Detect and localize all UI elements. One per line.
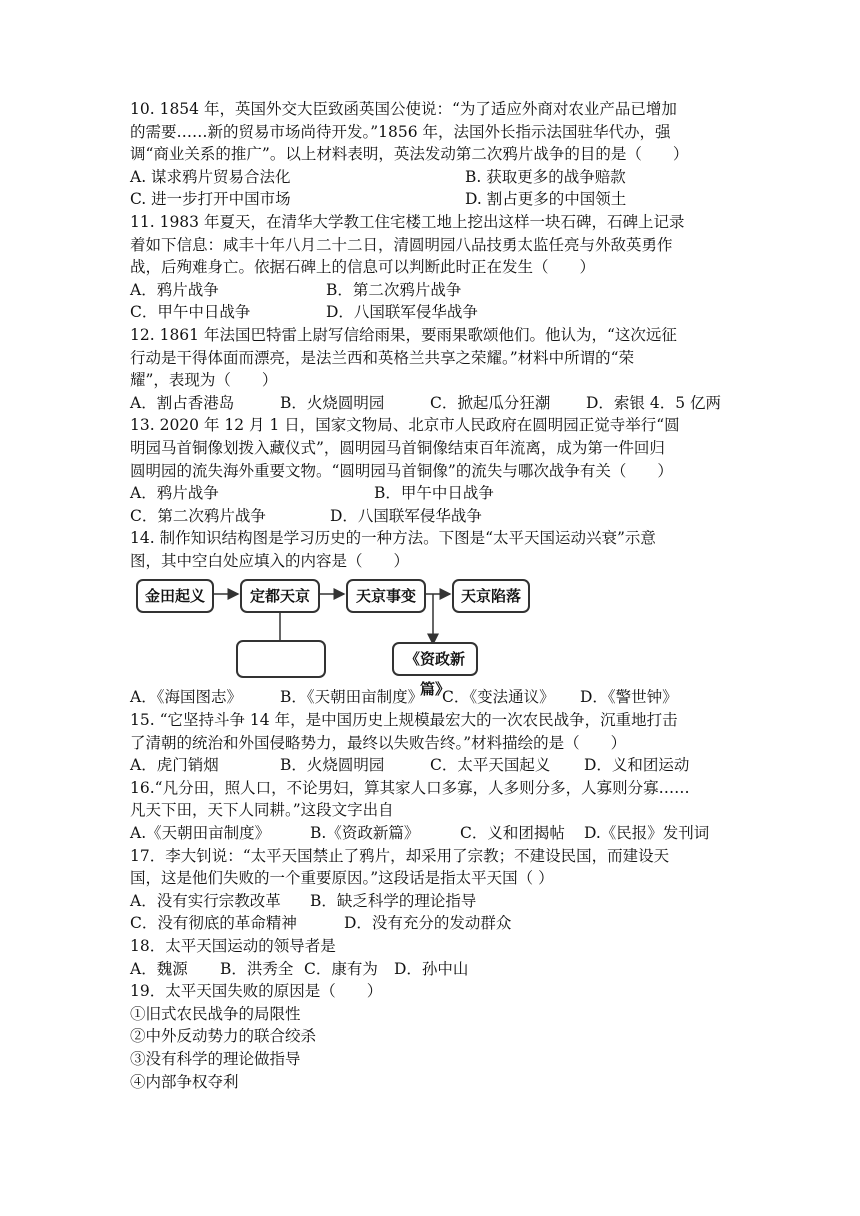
- question-11: [130, 211, 730, 324]
- reason-item: ①旧式农民战争的局限性: [130, 1004, 301, 1023]
- option-c: C．甲午中日战争: [130, 303, 251, 322]
- question-14: [130, 527, 730, 709]
- diagram-box-dingdu: 定都天京: [240, 579, 320, 613]
- reason-item: ③没有科学的理论做指导: [130, 1049, 301, 1068]
- option-d: D．义和团运动: [584, 756, 690, 775]
- option-b: B．第二次鸦片战争: [326, 280, 462, 299]
- option-row: [130, 822, 730, 845]
- question-text-line: 18．太平天国运动的领导者是: [130, 937, 336, 955]
- option-a: A．割占香港岛: [130, 393, 235, 412]
- question-18: [130, 935, 730, 980]
- option-row: [130, 301, 730, 324]
- question-text-line: 了清朝的统治和外国侵略势力，最终以失败告终。”材料描绘的是（ ）: [130, 733, 627, 752]
- question-12: [130, 324, 730, 414]
- option-row: [130, 505, 730, 528]
- option-d: D．索银 4．5 亿两: [586, 393, 722, 412]
- option-d: D．八国联军侵华战争: [330, 506, 482, 525]
- option-row: [130, 890, 730, 913]
- question-text-line: 15. “它坚持斗争 14 年，是中国历史上规模最宏大的一次农民战争，沉重地打击: [130, 711, 678, 730]
- question-text-line: 着如下信息：咸丰十年八月二十二日，清圆明园八品技勇太监任亮与外敌英勇作: [130, 235, 673, 254]
- option-a: A．鸦片战争: [130, 484, 219, 503]
- option-b: B．洪秀全: [220, 959, 294, 978]
- option-c: C．太平天国起义: [430, 756, 551, 775]
- question-10: [130, 98, 730, 211]
- question-text-line: 圆明园的流失海外重要文物。“圆明园马首铜像”的流失与哪次战争有关（ ）: [130, 461, 673, 480]
- option-a: A．没有实行宗教改革: [130, 891, 281, 910]
- question-13: [130, 414, 730, 527]
- question-15: [130, 709, 730, 777]
- option-b: B．火烧圆明园: [280, 393, 385, 412]
- option-c: C．义和团揭帖: [460, 824, 565, 843]
- option-a: A．《海国图志》: [130, 688, 242, 707]
- question-text-line: 14. 制作知识结构图是学习历史的一种方法。下图是“太平天国运动兴衰”示意: [130, 529, 656, 548]
- option-d: D．没有充分的发动群众: [344, 914, 512, 933]
- question-text-line: 12. 1861 年法国巴特雷上尉写信给雨果，要雨果歌颂他们。他认为，“这次远征: [130, 325, 677, 344]
- option-d: D. 割占更多的中国领土: [465, 190, 627, 209]
- option-row: [130, 392, 730, 415]
- option-d: D．《警世钟》: [580, 688, 678, 707]
- option-c: C．没有彻底的革命精神: [130, 914, 297, 933]
- question-text-line: 行动是干得体面而漂亮，是法兰西和英格兰共享之荣耀。”材料中所谓的“荣: [130, 348, 635, 367]
- diagram-box-shibian: 天京事变: [346, 579, 426, 613]
- question-text-line: 16.“凡分田，照人口，不论男妇，算其家人口多寡，人多则分多，人寡则分寡……: [130, 778, 690, 797]
- option-a: A.《天朝田亩制度》: [130, 824, 271, 843]
- option-d: D.《民报》发刊词: [584, 824, 710, 843]
- question-text-line: 图，其中空白处应填入的内容是（ ）: [130, 551, 410, 570]
- option-row: [130, 166, 730, 189]
- reason-item: ④内部争权夺利: [130, 1072, 239, 1091]
- option-row: [130, 482, 730, 505]
- question-17: [130, 845, 730, 935]
- option-c: C．康有为: [304, 959, 378, 978]
- question-text-line: 11. 1983 年夏天，在清华大学教工住宅楼工地上挖出这样一块石碑，石碑上记录: [130, 212, 685, 231]
- question-text-line: 的需要……新的贸易市场尚待开发。”1856 年，法国外长指示法国驻华代办，强: [130, 122, 671, 141]
- question-text-line: 明园马首铜像划拨入藏仪式”，圆明园马首铜像结束百年流离，成为第一件回归: [130, 438, 665, 457]
- option-c: C．《变法通议》: [442, 688, 555, 707]
- question-text-line: 凡天下田，天下人同耕。”这段文字出自: [130, 801, 394, 820]
- option-row: [130, 912, 730, 935]
- question-text-line: 调“商业关系的推广”。以上材料表明，英法发动第二次鸦片战争的目的是（ ）: [130, 145, 689, 164]
- question-text-line: 国，这是他们失败的一个重要原因。”这段话是指太平天国（ ）: [130, 869, 554, 888]
- question-19: [130, 980, 730, 1093]
- option-a: A．虎门销烟: [130, 756, 219, 775]
- exam-page: [130, 98, 730, 1093]
- question-16: [130, 777, 730, 845]
- question-text-line: 19．太平天国失败的原因是（ ）: [130, 982, 383, 1001]
- option-c: C. 进一步打开中国市场: [130, 190, 291, 209]
- question-text-line: 战，后殉难身亡。依据石碑上的信息可以判断此时正在发生（ ）: [130, 258, 596, 277]
- question-text-line: 17．李大钊说：“太平天国禁止了鸦片，却采用了宗教；不建设民国，而建设天: [130, 846, 670, 865]
- diagram-box-zizheng: 《资政新篇》: [392, 642, 478, 676]
- option-a: A．魏源: [130, 959, 188, 978]
- option-b: B．《天朝田亩制度》: [280, 688, 424, 707]
- option-row: [130, 754, 730, 777]
- option-b: B. 获取更多的战争赔款: [465, 167, 626, 186]
- option-c: C．第二次鸦片战争: [130, 506, 266, 525]
- option-row: [130, 279, 730, 302]
- option-b: B．缺乏科学的理论指导: [310, 891, 477, 910]
- option-a: A. 谋求鸦片贸易合法化: [130, 167, 291, 186]
- diagram-blank-box: [236, 640, 326, 678]
- reason-item: ②中外反动势力的联合绞杀: [130, 1027, 317, 1046]
- option-d: D．孙中山: [394, 959, 469, 978]
- question-text-line: 耀”，表现为（ ）: [130, 371, 278, 390]
- question-text-line: 10. 1854 年，英国外交大臣致函英国公使说：“为了适应外商对农业产品已增加: [130, 100, 677, 118]
- diagram-box-jintian: 金田起义: [136, 579, 214, 613]
- option-row: [130, 958, 730, 981]
- option-a: A．鸦片战争: [130, 280, 219, 299]
- option-d: D．八国联军侵华战争: [326, 303, 478, 322]
- option-c: C．掀起瓜分狂潮: [430, 393, 551, 412]
- question-text-line: 13. 2020 年 12 月 1 日，国家文物局、北京市人民政府在圆明园正觉寺举行“圆: [130, 416, 680, 435]
- option-row: [130, 188, 730, 211]
- option-b: B．甲午中日战争: [374, 484, 494, 503]
- option-b: B．火烧圆明园: [280, 756, 385, 775]
- diagram-box-xianluo: 天京陷落: [452, 579, 530, 613]
- option-b: B.《资政新篇》: [310, 824, 420, 843]
